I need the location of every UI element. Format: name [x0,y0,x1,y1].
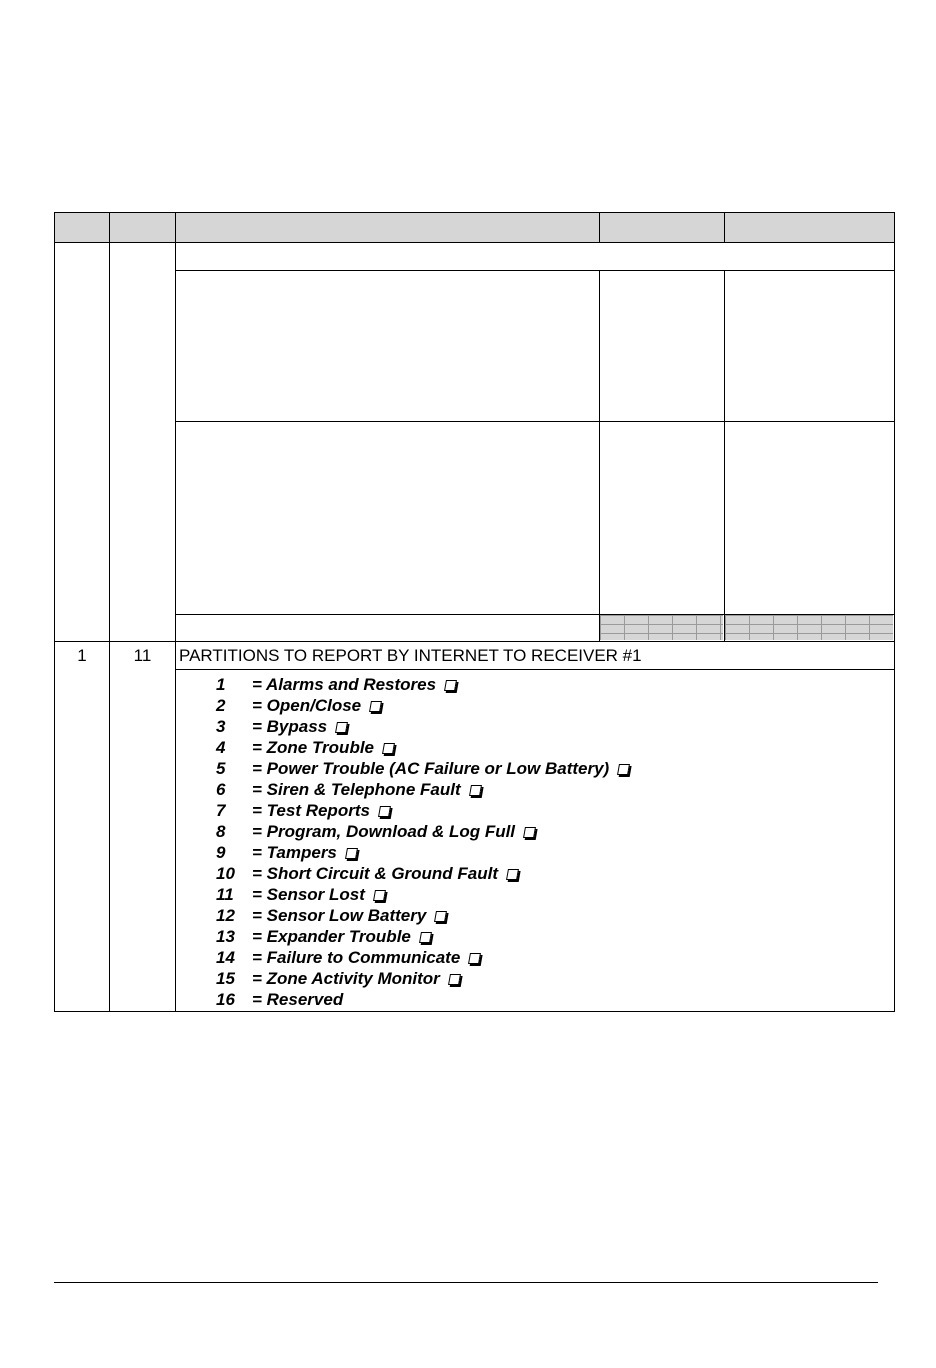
option-item [216,695,629,716]
column-divider [599,270,600,642]
value-grid-2 [725,615,893,640]
section-title: PARTITIONS TO REPORT BY INTERNET TO RECEIVER #1 [179,646,642,665]
column-divider [724,270,725,642]
option-item [216,968,629,989]
option-number: 1 [216,675,226,694]
footer-rule [54,1282,878,1283]
option-label: = Zone Trouble [252,738,375,757]
option-item [216,947,629,968]
option-item [216,737,629,758]
option-label: = Sensor Low Battery [252,906,427,925]
checkbox-icon[interactable] [345,848,358,859]
option-item [216,863,629,884]
option-item [216,800,629,821]
option-item [216,716,629,737]
checkbox-icon[interactable] [369,701,382,712]
checkbox-icon[interactable] [444,680,457,691]
checkbox-icon[interactable] [469,785,482,796]
section-number: 1 [77,646,87,665]
option-label: = Open/Close [252,696,362,715]
row-divider [175,421,895,422]
section-subnumber: 11 [133,646,152,665]
checkbox-icon[interactable] [617,764,630,775]
option-label: = Expander Trouble [252,927,411,946]
checkbox-icon[interactable] [373,890,386,901]
option-number: 14 [216,948,235,967]
option-number: 5 [216,759,226,778]
option-number: 9 [216,843,226,862]
option-label: = Alarms and Restores [252,675,437,694]
option-number: 6 [216,780,226,799]
option-number: 15 [216,969,235,988]
column-divider [599,212,600,243]
option-label: = Reserved [252,990,344,1009]
checkbox-icon[interactable] [448,974,461,985]
row-divider [175,270,895,271]
option-number: 2 [216,696,226,715]
option-label: = Short Circuit & Ground Fault [252,864,499,883]
option-number: 3 [216,717,226,736]
option-item [216,779,629,800]
value-grid-1 [600,615,723,640]
option-number: 4 [216,738,226,757]
option-number: 16 [216,990,235,1009]
checkbox-icon[interactable] [468,953,481,964]
table-header-row [55,213,894,242]
option-item [216,926,629,947]
option-label: = Test Reports [252,801,370,820]
option-label: = Failure to Communicate [252,948,461,967]
option-label: = Sensor Lost [252,885,365,904]
option-label: = Tampers [252,843,337,862]
option-label: = Program, Download & Log Full [252,822,516,841]
column-divider [109,212,110,1012]
partition-options-list [216,674,629,1010]
checkbox-icon[interactable] [382,743,395,754]
column-divider [175,212,176,1012]
option-item [216,884,629,905]
option-item [216,989,629,1010]
row-divider [175,614,895,615]
checkbox-icon[interactable] [434,911,447,922]
option-number: 7 [216,801,226,820]
option-item [216,674,629,695]
option-label: = Siren & Telephone Fault [252,780,461,799]
checkbox-icon[interactable] [335,722,348,733]
option-item [216,758,629,779]
checkbox-icon[interactable] [378,806,391,817]
option-label: = Zone Activity Monitor [252,969,440,988]
section-divider [54,641,895,642]
option-item [216,842,629,863]
table-border-top [54,212,895,213]
table-border-right [894,212,895,1012]
option-item [216,905,629,926]
checkbox-icon[interactable] [419,932,432,943]
option-number: 11 [216,885,234,904]
option-number: 8 [216,822,226,841]
option-label: = Bypass [252,717,328,736]
column-divider [724,212,725,243]
option-number: 10 [216,864,235,883]
checkbox-icon[interactable] [506,869,519,880]
option-label: = Power Trouble (AC Failure or Low Battery) [252,759,610,778]
option-number: 12 [216,906,235,925]
row-divider [175,669,895,670]
option-number: 13 [216,927,235,946]
table-border-left [54,212,55,1012]
header-divider [54,242,895,243]
table-border-bottom [54,1011,895,1012]
checkbox-icon[interactable] [523,827,536,838]
option-item [216,821,629,842]
